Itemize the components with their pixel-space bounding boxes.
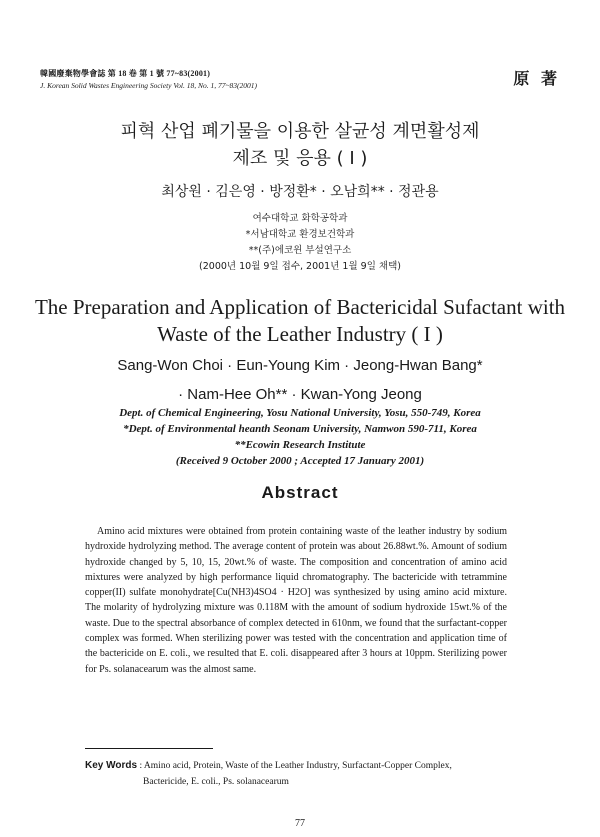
keywords-line: Bactericide, E. coli., Ps. solanacearum bbox=[143, 777, 289, 787]
english-affiliations bbox=[0, 405, 600, 469]
korean-received-date: (2000년 10월 9일 접수, 2001년 1월 9일 채택) bbox=[199, 261, 401, 272]
english-title-line: Waste of the Leather Industry ( I ) bbox=[157, 322, 443, 346]
korean-authors: 최상원 · 김은영 · 방정환* · 오남희** · 정관용 bbox=[161, 184, 439, 200]
english-author-line: · Nam-Hee Oh** · Kwan-Yong Jeong bbox=[178, 386, 422, 403]
english-title bbox=[0, 294, 600, 348]
korean-affiliation: 여수대학교 화학공학과 bbox=[252, 213, 348, 224]
abstract-body: Amino acid mixtures were obtained from protein containing waste of the leather industry by sodium hydroxide hydrolyzing method. The average content of protein was about 26.88wt.%. Amount of sodium hydroxide changed by 5, 10, 15, 20wt.% of waste. The composition and concentration of amino acid mixtures were analyzed by high performance liquid chromatography. The bactericide with tetrammine copper(II) sulfate monohydrate[Cu(NH3)4SO4 · H2O] was synthesized by using amino acid mixture. The molarity of hydrolyzing mixture was 0.118M with the amount of sodium hydroxide 15wt.% of the waste. Due to the spectral absorbance of complex detected in 610nm, we found that the surfactant-copper complex was formed. When sterilizing power was tested with the concentration and application time of the bactericide on E. coli., we resulted that E. coli. disappeared after 3 hours at 10ppm. Sterilizing power for Ps. solanacearum was the almost same. bbox=[85, 526, 507, 675]
keywords-label: Key Words bbox=[85, 760, 138, 771]
article-type-badge: 原 著 bbox=[513, 69, 560, 88]
korean-title-line: 제조 및 응용 ( I ) bbox=[232, 148, 368, 169]
korean-affiliations bbox=[0, 211, 600, 275]
abstract-heading: Abstract bbox=[261, 483, 339, 502]
journal-citation-korean: 韓國廢棄物學會誌 第 18 卷 第 1 號 77~83(2001) bbox=[40, 69, 211, 78]
journal-citation-english: J. Korean Solid Wastes Engineering Society Vol. 18, No. 1, 77~83(2001) bbox=[40, 81, 258, 90]
english-affiliation: Dept. of Chemical Engineering, Yosu National University, Yosu, 550-749, Korea bbox=[119, 407, 481, 419]
keywords-block bbox=[85, 758, 515, 790]
journal-header bbox=[40, 68, 560, 90]
korean-affiliation: **(주)에코윈 부설연구소 bbox=[248, 245, 352, 256]
keywords-line: : Amino acid, Protein, Waste of the Leather Industry, Surfactant-Copper Complex, bbox=[139, 761, 452, 771]
english-affiliation: *Dept. of Environmental heanth Seonam University, Namwon 590-711, Korea bbox=[123, 423, 477, 435]
english-author-line: Sang-Won Choi · Eun-Young Kim · Jeong-Hwan Bang* bbox=[117, 357, 483, 374]
english-received-date: (Received 9 October 2000 ; Accepted 17 January 2001) bbox=[175, 455, 425, 467]
english-affiliation: **Ecowin Research Institute bbox=[234, 439, 366, 451]
footnote-divider bbox=[85, 748, 213, 749]
english-authors bbox=[0, 351, 600, 409]
korean-title-line: 피혁 산업 폐기물을 이용한 살균성 계면활성제 bbox=[120, 121, 480, 142]
english-title-line: The Preparation and Application of Bactericidal Sufactant with bbox=[34, 295, 566, 319]
korean-affiliation: *서남대학교 환경보건학과 bbox=[245, 229, 355, 240]
korean-title bbox=[0, 118, 600, 172]
page-number: 77 bbox=[295, 818, 305, 829]
